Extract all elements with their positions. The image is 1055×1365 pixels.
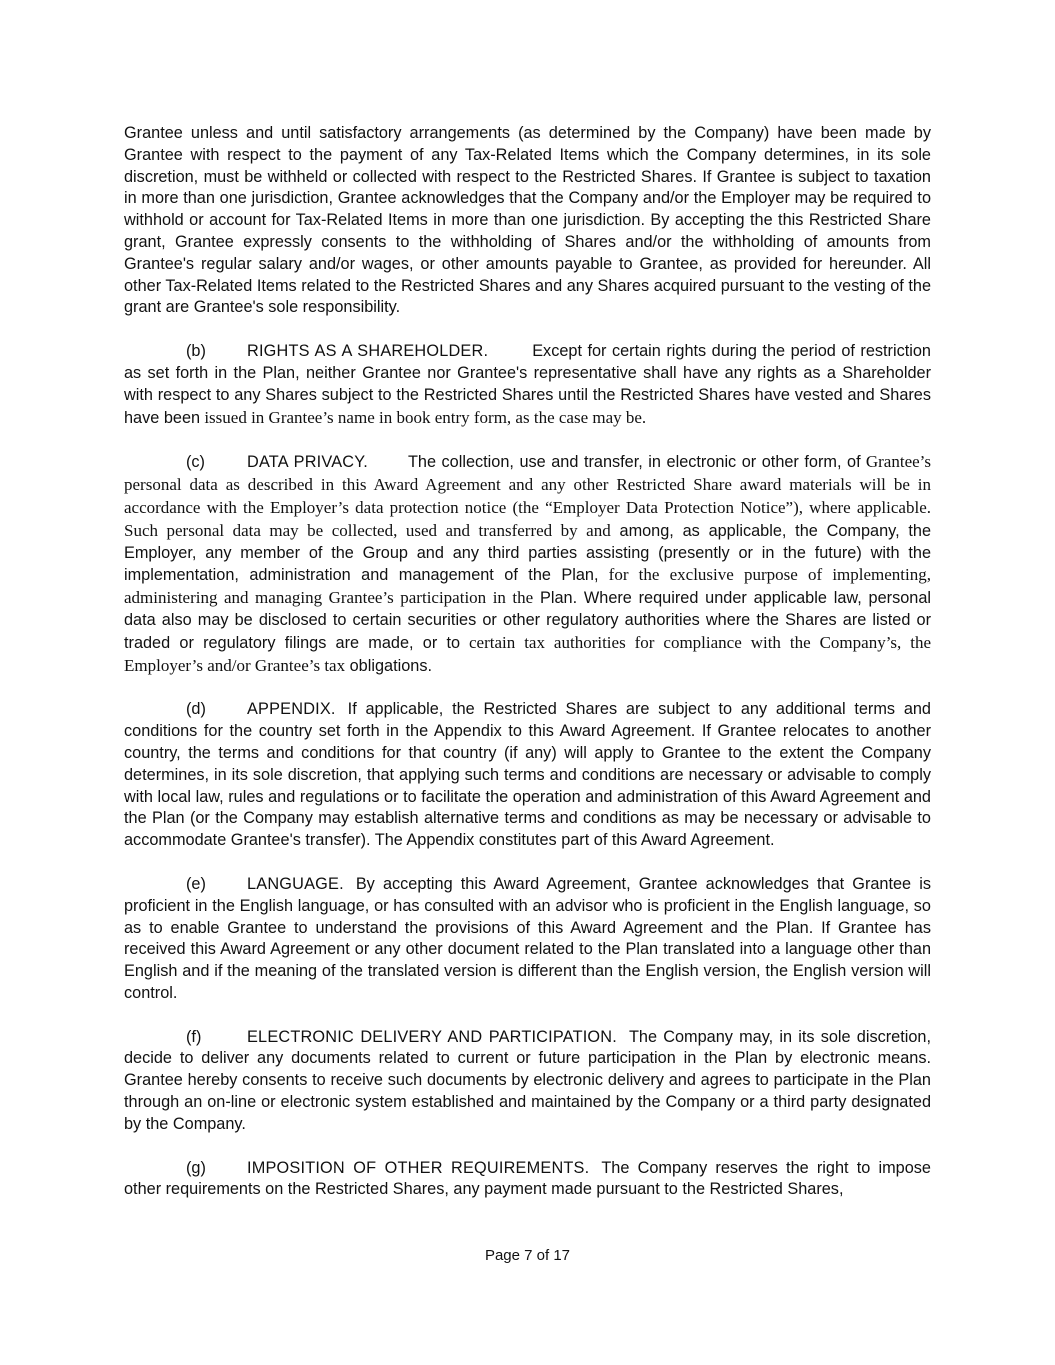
document-body — [124, 123, 931, 1223]
section-b-rights-as-shareholder — [124, 341, 931, 429]
section-c-heading: DATA PRIVACY. — [247, 453, 368, 472]
section-c-data-privacy — [124, 451, 931, 677]
section-c-body-3: among, as applicable, the Company, the Employer, any member of the Group and any third parties assisting (presently or in the future) with the implementation, administration and management of the Plan, — [124, 521, 931, 585]
section-b-body-serif: issued in Grantee’s name in book entry form, as the case may be. — [200, 407, 647, 427]
section-c-body-1: The collection, use and transfer, in electronic or other form, of — [407, 453, 861, 472]
section-b-number: (b) — [186, 342, 206, 361]
section-b-body: Except for certain rights during the period of restriction as set forth in the Plan, neither Grantee nor Grantee's representative shall have any rights as a Shareholder with respect to any Shares subject to the Restricted Shares until the Restricted Shares have vested and Shares have been — [124, 342, 931, 427]
section-c-body-5: Plan. Where required under applicable law, personal data also may be disclosed to certain securities or other regulatory authorities where the Shares are listed or traded or regulatory filings are made, or to — [124, 589, 931, 652]
section-d-body: If applicable, the Restricted Shares are subject to any additional terms and conditions for the country set forth in the Appendix to this Award Agreement. If Grantee relocates to another country, the terms and conditions for that country (if any) will apply to Grantee to the extent the Company determines, in its sole discretion, that applying such terms and conditions are necessary or advisable to comply with local law, rules and regulations or to facilitate the operation and administration of this Award Agreement and the Plan (or the Company may establish alternative terms and conditions as may be necessary or advisable to accommodate Grantee's transfer). The Appendix constitutes part of this Award Agreement. — [124, 700, 931, 850]
section-d-appendix — [124, 699, 931, 852]
section-g-imposition-of-other-requirements — [124, 1158, 931, 1202]
section-b-heading: RIGHTS AS A SHAREHOLDER. — [247, 342, 489, 361]
section-e-language — [124, 874, 931, 1005]
section-g-body: The Company reserves the right to impose other requirements on the Restricted Shares, any payment made pursuant to the Restricted Shares, — [124, 1158, 931, 1199]
section-c-number: (c) — [186, 453, 205, 472]
section-f-body: The Company may, in its sole discretion, decide to deliver any documents related to current or future participation in the Plan by electronic means. Grantee hereby consents to receive such documents by electronic delivery and agrees to participate in the Plan through an on-line or electronic system established and maintained by the Company or a third party designated by the Company. — [124, 1027, 931, 1133]
section-f-heading: ELECTRONIC DELIVERY AND PARTICIPATION. — [247, 1027, 617, 1046]
section-d-heading: APPENDIX. — [247, 700, 336, 719]
section-e-body: By accepting this Award Agreement, Grantee acknowledges that Grantee is proficient in the English language, or has consulted with an advisor who is proficient in the English language, so as to enable Grantee to understand the provisions of this Award Agreement and the Plan. If Grantee has received this Award Agreement or any other document related to the Plan translated into a language other than English and if the meaning of the translated version is different than the English version, the English version will control. — [124, 874, 931, 1002]
section-g-heading: IMPOSITION OF OTHER REQUIREMENTS. — [247, 1158, 590, 1177]
section-c-body-7: obligations. — [345, 656, 432, 675]
section-e-heading: LANGUAGE. — [247, 874, 344, 893]
intro-paragraph: Grantee unless and until satisfactory arrangements (as determined by the Company) have been made by Grantee with respect to the payment of any Tax-Related Items which the Company determines, in its sole discretion, must be withheld or collected with respect to the Restricted Shares. If Grantee is subject to taxation in more than one jurisdiction, Grantee acknowledges that the Company and/or the Employer may be required to withhold or account for Tax-Related Items in more than one jurisdiction. By accepting the this Restricted Share grant, Grantee expressly consents to the withholding of Shares and/or the withholding of amounts from Grantee's regular salary and/or wages, or other amounts payable to Grantee, as provided for hereunder. All other Tax-Related Items related to the Restricted Shares and any Shares acquired pursuant to the vesting of the grant are Grantee's sole responsibility. — [124, 124, 931, 317]
section-g-number: (g) — [186, 1158, 206, 1177]
section-d-number: (d) — [186, 700, 206, 719]
section-f-number: (f) — [186, 1027, 202, 1046]
section-e-number: (e) — [186, 874, 206, 893]
section-c-body-4: for the exclusive purpose of implementing, administering and managing Grantee’s participation in the — [124, 565, 931, 608]
page-number-footer: Page 7 of 17 — [484, 1247, 571, 1264]
section-c-body-2: Grantee’s personal data as described in this Award Agreement and any other Restricted Share award materials will be in accordance with the Employer’s data protection notice (the “Employer Data Protection Notice”), where applicable. Such personal data may be collected, used and transferred by and — [124, 452, 932, 540]
section-c-body-6: certain tax authorities for compliance with the Company’s, the Employer’s and/or Grantee’s tax — [124, 632, 931, 675]
section-f-electronic-delivery — [124, 1027, 931, 1136]
